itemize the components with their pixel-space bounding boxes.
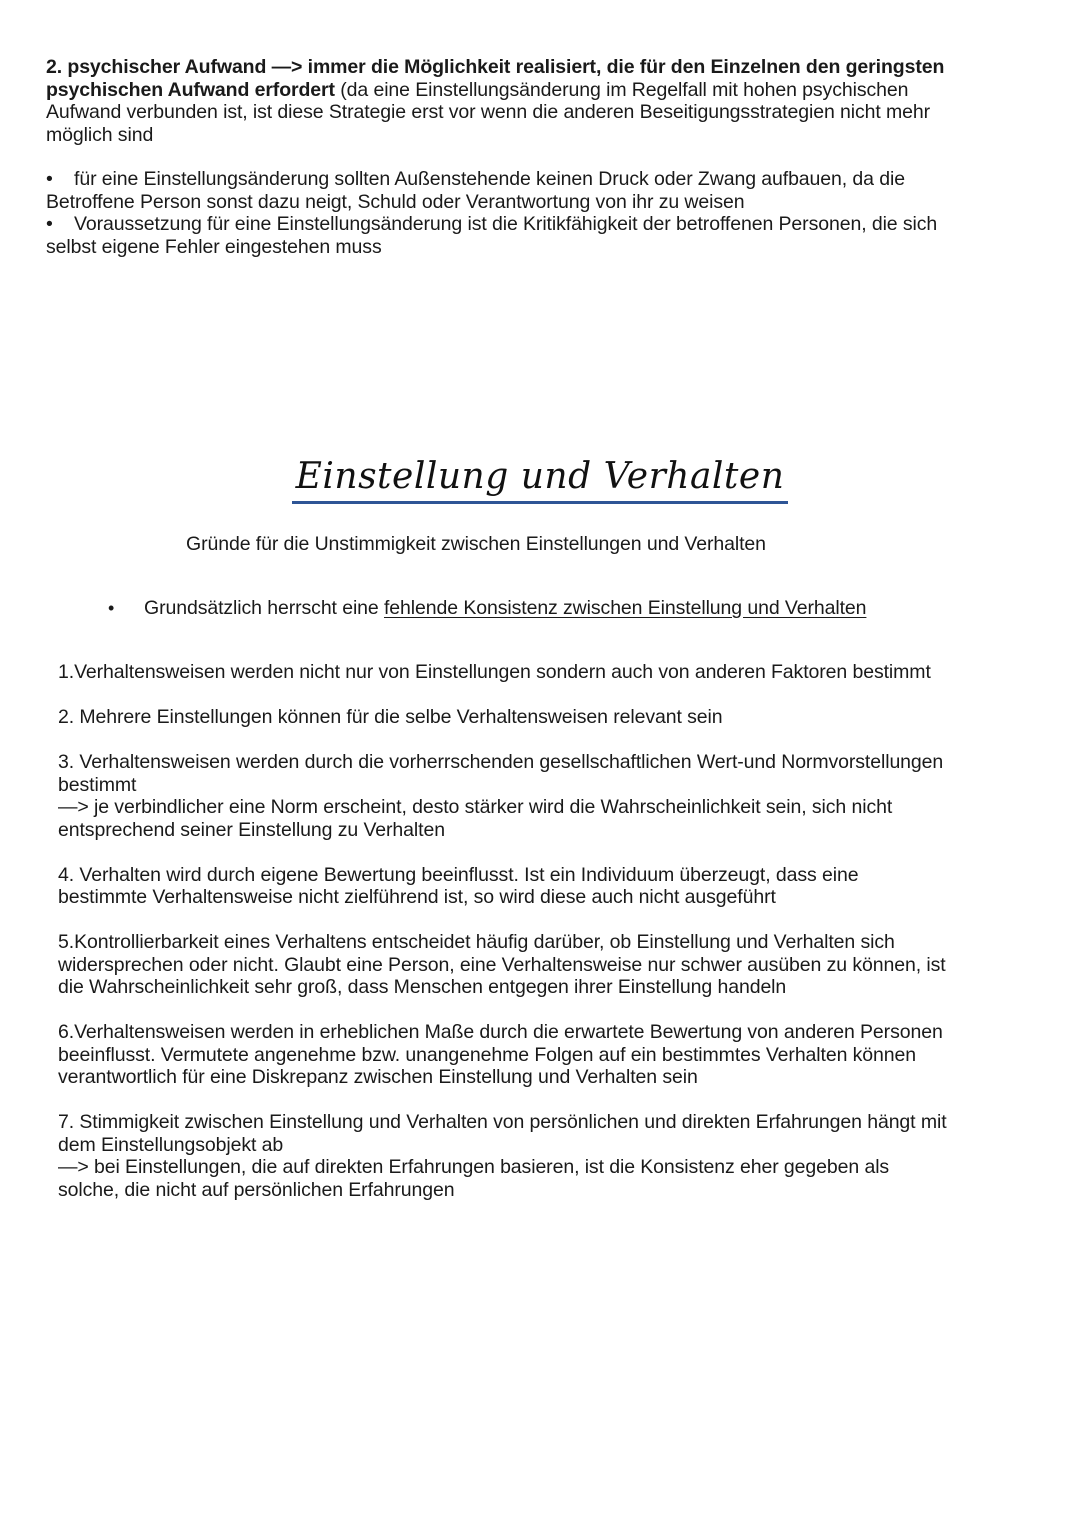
reason-line: 2. Mehrere Einstellungen können für die selbe Verhaltensweisen relevant sein (58, 706, 723, 728)
point-2-line-4: möglich sind (46, 123, 154, 146)
reason-line: die Wahrscheinlichkeit sehr groß, dass Menschen entgegen ihrer Einstellung handeln (58, 976, 787, 998)
point-2-normal-cont: (da eine Einstellungsänderung im Regelfall mit hohen psychischen (334, 78, 909, 101)
key-bullet-underlined: fehlende Konsistenz zwischen Einstellung und Verhalten (383, 597, 867, 619)
key-bullet (108, 597, 866, 620)
reason-line: widersprechen oder nicht. Glaubt eine Person, eine Verhaltensweise nur schwer ausüben zu können, ist (58, 953, 946, 976)
spacer (46, 146, 1036, 168)
reason-line: 4. Verhalten wird durch eigene Bewertung beeinflusst. Ist ein Individuum überzeugt, dass eine (58, 863, 859, 886)
section-title-wrap (0, 455, 1080, 504)
key-bullet-text (144, 597, 866, 620)
reason-line: bestimmte Verhaltensweise nicht zielführend ist, so wird diese auch nicht ausgeführt (58, 886, 776, 908)
reason-line: —> je verbindlicher eine Norm erscheint, desto stärker wird die Wahrscheinlichkeit sein, sich nicht (58, 796, 893, 818)
reasons-list (58, 661, 1038, 1224)
reason-1 (58, 661, 1038, 684)
point-2-bold-lead: 2. psychischer Aufwand —> immer die Möglichkeit realisiert, die für den Einzelnen den geringsten (46, 56, 945, 78)
point-2-line-2 (46, 79, 1036, 102)
intro-bullet-2-text: Voraussetzung für eine Einstellungsänderung ist die Kritikfähigkeit der betroffenen Personen, die sich (74, 213, 938, 235)
reason-4 (58, 864, 1038, 909)
point-2-line-1 (46, 56, 1036, 79)
bullet-icon: • (46, 168, 53, 190)
intro-bullet-2-line-2: selbst eigene Fehler eingestehen muss (46, 235, 382, 258)
reason-line: beeinflusst. Vermutete angenehme bzw. unangenehme Folgen auf ein bestimmtes Verhalten können (58, 1043, 917, 1066)
bullet-icon: • (108, 598, 115, 618)
intro-bullet-1-line-1 (46, 168, 1036, 191)
intro-bullet-1-text: für eine Einstellungsänderung sollten Außenstehende keinen Druck oder Zwang aufbauen, da die (74, 168, 905, 190)
reason-line: verantwortlich für eine Diskrepanz zwischen Einstellung und Verhalten sein (58, 1066, 698, 1088)
reason-line: 1.Verhaltensweisen werden nicht nur von Einstellungen sondern auch von anderen Faktoren bestimmt (58, 661, 931, 683)
bullet-icon: • (46, 213, 53, 235)
intro-section (46, 56, 1036, 258)
reason-line: solche, die nicht auf persönlichen Erfahrungen (58, 1178, 455, 1201)
section-title: Einstellung und Verhalten (292, 455, 789, 504)
reason-3 (58, 751, 1038, 841)
reason-line: 7. Stimmigkeit zwischen Einstellung und Verhalten von persönlichen und direkten Erfahrungen hängt mit (58, 1111, 947, 1133)
reason-line: bestimmt (58, 773, 137, 796)
reason-line: 5.Kontrollierbarkeit eines Verhaltens entscheidet häufig darüber, ob Einstellung und Verhalten sich (58, 931, 895, 953)
point-2-bold-cont: psychischen Aufwand erfordert (46, 78, 335, 101)
reason-line: 6.Verhaltensweisen werden in erheblichen Maße durch die erwartete Bewertung von anderen Personen (58, 1021, 943, 1043)
reason-line: dem Einstellungsobjekt ab (58, 1133, 284, 1156)
reason-6 (58, 1021, 1038, 1089)
reason-2 (58, 706, 1038, 729)
intro-bullet-1-line-2: Betroffene Person sonst dazu neigt, Schuld oder Verantwortung von ihr zu weisen (46, 190, 745, 213)
reason-line: entsprechend seiner Einstellung zu Verhalten (58, 818, 445, 841)
key-bullet-lead: Grundsätzlich herrscht eine (144, 597, 384, 619)
intro-bullet-2-line-1 (46, 213, 1036, 236)
reason-5 (58, 931, 1038, 999)
section-subheading: Gründe für die Unstimmigkeit zwischen Einstellungen und Verhalten (186, 533, 766, 555)
point-2-line-3: Aufwand verbunden ist, ist diese Strategie erst vor wenn die anderen Beseitigungsstrategien nicht mehr (46, 101, 931, 123)
reason-7 (58, 1111, 1038, 1201)
reason-line: 3. Verhaltensweisen werden durch die vorherrschenden gesellschaftlichen Wert-und Normvorstellungen (58, 751, 944, 773)
reason-line: —> bei Einstellungen, die auf direkten Erfahrungen basieren, ist die Konsistenz eher gegeben als (58, 1156, 890, 1178)
